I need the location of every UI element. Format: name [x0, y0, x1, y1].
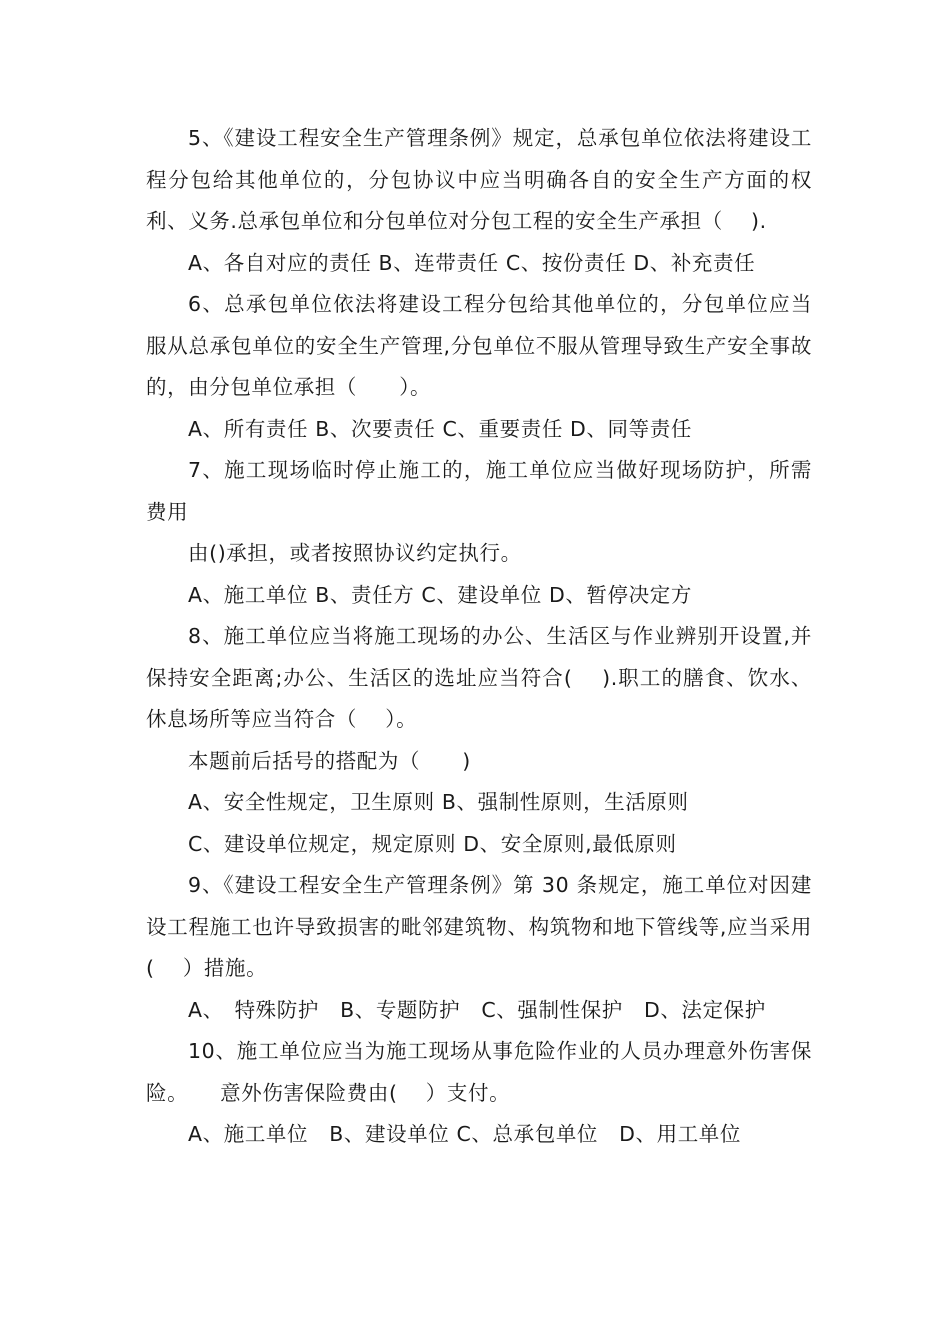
question-10-options: A、施工单位 B、建设单位 C、总承包单位 D、用工单位 [188, 1122, 742, 1146]
question-6: 6、总承包单位依法将建设工程分包给其他单位的，分包单位应当服从总承包单位的安全生产管理,分包单位不服从管理导致生产安全事故的，由分包单位承担（ ）。 [146, 292, 812, 399]
question-9: 9、《建设工程安全生产管理条例》第 30 条规定，施工单位对因建设工程施工也许导致损害的毗邻建筑物、构筑物和地下管线等,应当采用( ）措施。 [146, 873, 812, 980]
question-8-options-ab: A、安全性规定，卫生原则 B、强制性原则，生活原则 [188, 790, 689, 814]
question-5-options: A、各自对应的责任 B、连带责任 C、按份责任 D、补充责任 [188, 250, 756, 275]
question-7-continuation: 由()承担，或者按照协议约定执行。 [188, 541, 522, 565]
question-9-options: A、 特殊防护 B、专题防护 C、强制性保护 D、法定保护 [188, 997, 766, 1022]
question-6-options: A、所有责任 B、次要责任 C、重要责任 D、同等责任 [188, 416, 692, 441]
question-5: 5、《建设工程安全生产管理条例》规定，总承包单位依法将建设工程分包给其他单位的，分包协议中应当明确各自的安全生产方面的权利、义务.总承包单位和分包单位对分包工程的安全生产承担（ ). [146, 126, 812, 233]
question-10: 10、施工单位应当为施工现场从事危险作业的人员办理意外伤害保险。 意外伤害保险费由( ）支付。 [146, 1039, 812, 1105]
question-7: 7、施工现场临时停止施工的，施工单位应当做好现场防护，所需费用 [146, 458, 812, 524]
question-8: 8、施工单位应当将施工现场的办公、生活区与作业辨别开设置,并保持安全距离;办公、生活区的选址应当符合( ).职工的膳食、饮水、休息场所等应当符合（ ）。 [146, 624, 812, 731]
document-body [146, 118, 812, 1156]
question-8-options-cd: C、建设单位规定，规定原则 D、安全原则,最低原则 [188, 831, 677, 856]
question-7-options: A、施工单位 B、责任方 C、建设单位 D、暂停决定方 [188, 582, 692, 607]
question-8-prompt: 本题前后括号的搭配为（ ) [188, 748, 471, 773]
